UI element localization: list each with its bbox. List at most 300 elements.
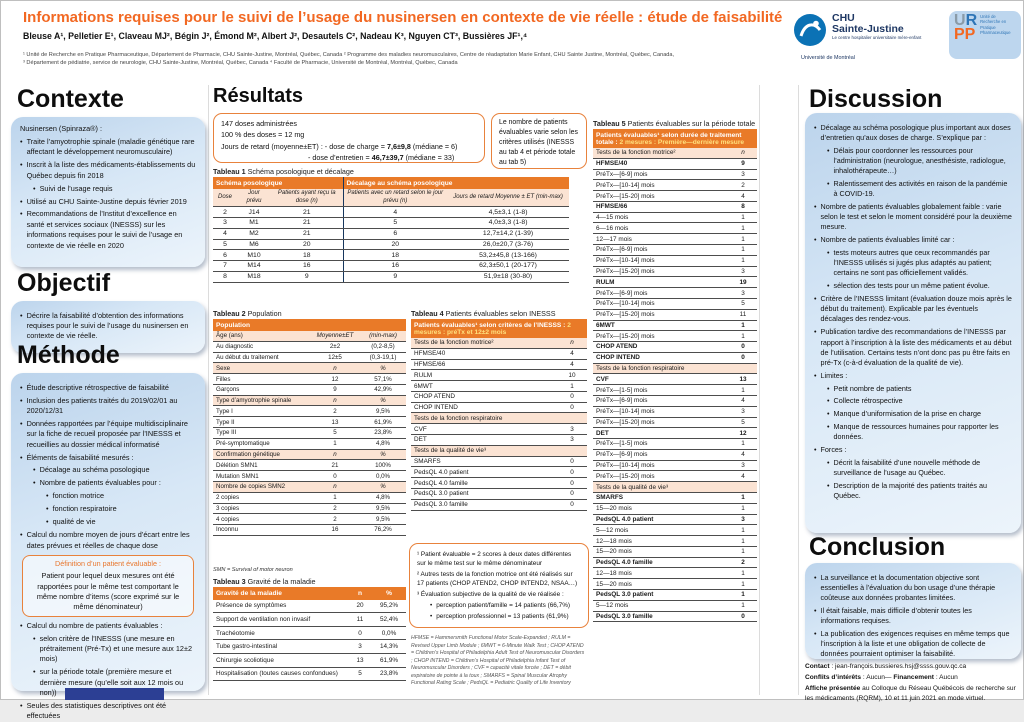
cell: 4 xyxy=(557,359,587,370)
list-item xyxy=(814,396,1012,406)
table-row xyxy=(213,217,569,228)
cell: 18 xyxy=(271,250,343,261)
text-line xyxy=(221,119,477,129)
cell: 0 xyxy=(557,499,587,510)
bullet-icon: • xyxy=(20,620,23,630)
text-seg: 100 % des doses = 12 mg xyxy=(221,130,305,140)
table2-title xyxy=(213,309,282,318)
table-row xyxy=(213,428,406,439)
bullet-icon: • xyxy=(814,201,817,211)
section-label: Sexe xyxy=(213,363,310,374)
text-seg: 147 doses administrées xyxy=(221,119,297,128)
cell: Type II xyxy=(213,417,310,428)
list-item xyxy=(814,202,1012,233)
bullet-icon: • xyxy=(827,281,830,291)
bullet-icon: • xyxy=(814,235,817,245)
list-item xyxy=(417,612,581,621)
cell: 76,2% xyxy=(360,525,406,536)
bullet-icon: • xyxy=(20,310,23,320)
table-row xyxy=(411,435,587,446)
table-row xyxy=(593,245,757,256)
text-seg: : Aucun xyxy=(934,673,958,681)
objectif-list xyxy=(20,311,196,342)
section-header-row xyxy=(213,395,406,406)
list-item-text: Critère de l’INESSS limitant (évaluation douze mois après le début du traitement). Explicable par les éventuels décalages des rendez-vous. xyxy=(820,294,1012,324)
table-row xyxy=(213,626,406,640)
column-header: n xyxy=(729,148,757,158)
cell: 4 xyxy=(343,207,447,218)
table-row xyxy=(593,169,757,180)
cell: 100% xyxy=(360,460,406,471)
cell: 61,9% xyxy=(360,417,406,428)
bullet-icon: • xyxy=(33,465,36,475)
cell: 12—18 mois xyxy=(593,536,729,547)
column-header xyxy=(557,413,587,424)
table-row xyxy=(213,471,406,482)
bullet-icon: • xyxy=(33,183,36,193)
cell: 1 xyxy=(729,536,757,547)
cell: 16 xyxy=(271,261,343,272)
list-item-text: tests moteurs autres que ceux recommandés par l’INESSS utilisés si jugés plus adaptés au patient; certains ne sont pas officiellement validés. xyxy=(833,247,992,278)
cell: 2 xyxy=(310,514,360,525)
column-header: % xyxy=(360,395,406,406)
cell: 1 xyxy=(729,439,757,450)
cell: Tube gastro-intestinal xyxy=(213,640,348,654)
list-item-text: Petit nombre de patients xyxy=(833,383,912,393)
table-label: Tableau 5 xyxy=(593,119,626,128)
cell: 3 xyxy=(557,424,587,435)
results-note-box: Le nombre de patients évaluables varie selon les critères utilisés (INESSS au tab 4 et période totale au tab 5) xyxy=(491,113,587,169)
cell: 5 xyxy=(310,428,360,439)
table-row xyxy=(593,417,757,428)
cell: 5 xyxy=(348,667,372,681)
cell: Délétion SMN1 xyxy=(213,460,310,471)
table-row xyxy=(593,180,757,191)
table-row xyxy=(213,514,406,525)
bullet-icon: • xyxy=(814,122,817,132)
table-row xyxy=(213,207,569,218)
bullet-icon: • xyxy=(814,628,817,638)
cell: 2±2 xyxy=(310,341,360,352)
methode-box xyxy=(11,373,205,721)
table4-footnote-box xyxy=(409,543,589,628)
section-label: Confirmation génétique xyxy=(213,449,310,460)
cell: 0 xyxy=(310,471,360,482)
table-row xyxy=(593,288,757,299)
table-row xyxy=(411,424,587,435)
table-row xyxy=(213,667,406,681)
table-row xyxy=(213,438,406,449)
cell: 95,2% xyxy=(372,600,406,613)
cell: 4 copies xyxy=(213,514,310,525)
text-line xyxy=(221,142,477,152)
column-header: % xyxy=(360,363,406,374)
table-row xyxy=(593,611,757,622)
cell: 2 xyxy=(729,180,757,191)
table-row xyxy=(593,331,757,342)
definition-title: Définition d’un patient évaluable : xyxy=(55,558,161,568)
section-header-row xyxy=(213,363,406,374)
table5-evaluables-periode-totale xyxy=(593,129,757,622)
text-seg: Financement xyxy=(893,673,934,681)
table-label: Tableau 3 xyxy=(213,577,246,586)
table-row xyxy=(593,298,757,309)
cell: 5 xyxy=(213,239,237,250)
table-row xyxy=(411,381,587,392)
list-item-text: perception patient/famille = 14 patients (66,7%) xyxy=(436,601,571,609)
cell: 1 xyxy=(729,590,757,601)
list-item xyxy=(814,371,1012,381)
table-row xyxy=(213,525,406,536)
section-label: Tests de la fonction motrice² xyxy=(411,338,557,348)
urpp-letters xyxy=(954,14,977,56)
bullet-icon: • xyxy=(20,700,23,710)
urpp-letters-pp: PP xyxy=(954,26,976,44)
table-row xyxy=(593,568,757,579)
cell: 4 xyxy=(729,471,757,482)
table-label: Tableau 1 xyxy=(213,167,246,176)
bullet-icon: • xyxy=(814,370,817,380)
list-item-text: Décrit la faisabilité d’une nouvelle méthode de surveillance de l’usage au Québec. xyxy=(833,457,981,478)
table-caption: Population xyxy=(245,309,282,318)
cell: 0 xyxy=(557,488,587,499)
list-item-text: La publication des exigences requises en même temps que l’inscription à la liste et une obligation de collecte de données pourraient optimiser la faisabilité. xyxy=(820,628,1010,659)
list-item xyxy=(20,184,196,194)
table-row xyxy=(593,309,757,320)
bullet-icon: • xyxy=(33,633,36,643)
chu-tagline: Le centre hospitalier universitaire mère-enfant xyxy=(832,35,922,41)
cell: (0,2-8,5) xyxy=(360,341,406,352)
header-highlight: 2 mesures : préTx et 12±2 mois xyxy=(414,321,571,336)
table3-gravite xyxy=(213,587,406,681)
list-item-text: Ralentissement des activités en raison de la pandémie à COVID-19. xyxy=(833,178,1008,199)
list-item-text: Traite l’amyotrophie spinale (maladie génétique rare affectant le développement neuromusculaire) xyxy=(26,136,195,157)
cell: 1 xyxy=(729,234,757,245)
cell: 13 xyxy=(348,653,372,667)
bullet-icon: • xyxy=(430,612,433,620)
table-row xyxy=(593,514,757,525)
discussion-list xyxy=(814,123,1012,502)
cell: DET xyxy=(593,428,729,439)
cell: PréTx—[15-20] mois xyxy=(593,309,729,320)
cell: Au début du traitement xyxy=(213,352,310,363)
cell: 6—16 mois xyxy=(593,223,729,234)
list-item xyxy=(20,634,196,665)
cell: 0 xyxy=(729,611,757,622)
section-header-row xyxy=(593,148,757,158)
section-heading-resultats: Résultats xyxy=(213,85,304,107)
cell: 42,9% xyxy=(360,384,406,395)
cell: RULM xyxy=(593,277,729,288)
cell: 1 xyxy=(729,223,757,234)
cell: 15—20 mois xyxy=(593,503,729,514)
list-item-text: Recommandations de l’Institut d’excellence en santé et services sociaux (INESSS) sur les informations requises pour le suivi de l’usage en contexte de vie réelle en 2020 xyxy=(26,209,183,250)
text-seg: au Colloque du Réseau Québécois de recherche sur les médicaments (RQRM), 10 et 11 juin 2021 en mode virtuel. xyxy=(805,684,1016,702)
cell: 21 xyxy=(271,228,343,239)
text-seg: Jours de retard (moyenne±ET) : - dose de charge = xyxy=(221,141,387,151)
bullet-icon: • xyxy=(46,517,49,527)
cell: 57,1% xyxy=(360,374,406,385)
list-item-text: ² Autres tests de la fonction motrice ont été réalisés sur 17 patients (CHOP ATEND2, CHOP INTEND2, NSAA…) xyxy=(417,570,578,588)
table-row xyxy=(213,653,406,667)
section-label: Tests de la fonction respiratoire xyxy=(411,413,557,424)
cell: 1 xyxy=(729,255,757,266)
cell: DET xyxy=(411,435,557,446)
cell: 61,9% xyxy=(372,653,406,667)
list-item xyxy=(814,445,1012,455)
cell: 1 xyxy=(729,525,757,536)
list-item xyxy=(20,209,196,250)
list-item-text: Délais pour coordonner les ressources pour l’administration (neurologue, anesthésiste, radiologue, inhalothérapeute…) xyxy=(833,145,1006,176)
cell: PréTx—[15-20] mois xyxy=(593,191,729,202)
table-row xyxy=(411,488,587,499)
cell: 1 xyxy=(310,492,360,503)
table-row xyxy=(593,385,757,396)
cell: 9 xyxy=(271,271,343,282)
list-item xyxy=(814,294,1012,325)
column-divider xyxy=(759,85,760,695)
table-header-row xyxy=(213,319,406,331)
urpp-logo xyxy=(949,11,1021,59)
list-item xyxy=(20,478,196,488)
list-item xyxy=(814,458,1012,478)
list-item-text: Limites : xyxy=(820,370,848,380)
cell: PréTx—[10-14] mois xyxy=(593,460,729,471)
cell: Au diagnostic xyxy=(213,341,310,352)
cell: 6 xyxy=(213,250,237,261)
list-item-text: Manque de ressources humaines pour rapporter les données. xyxy=(833,422,999,442)
cell: 15—20 mois xyxy=(593,546,729,557)
list-item xyxy=(20,419,196,450)
text-seg: - dose d’entretien = xyxy=(308,153,372,163)
cell: Inconnu xyxy=(213,525,310,536)
bullet-icon: • xyxy=(20,418,23,428)
list-item xyxy=(20,160,196,181)
cell: 0,0% xyxy=(360,471,406,482)
table-row xyxy=(411,467,587,478)
list-item xyxy=(20,137,196,158)
definition-body: Patient pour lequel deux mesures ont été rapportées pour le même test comportant le même nombre d’items (score exprimé sur le même dénominateur) xyxy=(36,571,180,612)
cell: 12 xyxy=(729,428,757,439)
cell: 16 xyxy=(310,525,360,536)
cell: Présence de symptômes xyxy=(213,600,348,613)
cell: HFMSE/40 xyxy=(411,348,557,359)
section-heading-conclusion: Conclusion xyxy=(809,533,946,561)
text-seg: Contact xyxy=(805,663,830,670)
affiliation-line: ¹ Unité de Recherche en Pratique Pharmaceutique, Département de Pharmacie, CHU Sainte-Justine, Montréal, Québec, Canada ² Programme des maladies neuromusculaires, Centre de réadaptation Marie Enfant, CHU Sainte Justine, Montréal, Québec, Canada, xyxy=(23,52,675,58)
table-row xyxy=(593,428,757,439)
bullet-icon: • xyxy=(814,327,817,337)
list-item-text: Décalage au schéma posologique xyxy=(39,465,150,475)
cell: HFMSE/40 xyxy=(593,158,729,169)
cell: PréTx—[6-9] mois xyxy=(593,395,729,406)
cell: 9,5% xyxy=(360,503,406,514)
table-row xyxy=(593,546,757,557)
table3-title xyxy=(213,577,316,586)
chu-logo xyxy=(793,13,924,52)
header-cell: Population xyxy=(213,319,406,331)
list-item xyxy=(20,530,196,551)
cell: 1 xyxy=(729,568,757,579)
text-line xyxy=(221,130,477,140)
cell: 12,7±14,2 (1-39) xyxy=(447,228,569,239)
cell: CVF xyxy=(593,374,729,385)
column-header: % xyxy=(372,587,406,600)
list-item-text: fonction respiratoire xyxy=(52,504,117,514)
table-row xyxy=(411,391,587,402)
cell: HFMSE/66 xyxy=(411,359,557,370)
cell: 0 xyxy=(557,456,587,467)
list-item xyxy=(20,311,196,342)
cell: HFMSE/66 xyxy=(593,201,729,212)
cell: 4 xyxy=(213,228,237,239)
cell: 20 xyxy=(271,239,343,250)
list-item xyxy=(20,383,196,393)
list-item-text: Publication tardive des recommandations de l’INESSS par rapport à l’inscription à la liste des médicaments et au début de l’utilisation. Certains tests n’ont donc pas pu être faits en pré-Tx (c-à-d évaluation de la qualité de vie). xyxy=(820,327,1012,367)
list-item xyxy=(814,384,1012,394)
cell: 3 xyxy=(729,266,757,277)
cell: CHOP ATEND xyxy=(593,342,729,353)
cell: 3 xyxy=(729,514,757,525)
cell: PréTx—[15-20] mois xyxy=(593,266,729,277)
column-header: Gravité de la maladie xyxy=(213,587,348,600)
list-item-text: Nombre de patients évaluables limité car : xyxy=(820,235,955,245)
cell: 6 xyxy=(343,228,447,239)
table-caption: Patients évaluables sur la période totale xyxy=(625,119,756,128)
header-cell xyxy=(411,319,587,338)
text-line xyxy=(805,684,1021,704)
cell: PedsQL 3.0 patient xyxy=(411,488,557,499)
table-row xyxy=(213,503,406,514)
cell: 12—17 mois xyxy=(593,234,729,245)
abbreviations: HFMSE = Hammersmith Functional Motor Scale-Expanded ; RULM = Revised Upper Limb Module ; 6MWT = 6-Minute Walk Test ; CHOP ATEND = Children’s Hospital of Philadelphia Adult Test of Neuromuscular Disorders ; CHOP INTEND = Children’s Hospital of Philadelphia Infant Test of Neuromuscular Disorders ; CVF = capacité vitale forcée ; DET = débit expiratoire de pointe à la toux ; SMARFS = Spinal Muscular Atrophy Functional Rating Scale ; PedsQL = Pediatric Quality of Life Inventory xyxy=(411,635,585,687)
section-label: Tests de la fonction motrice² xyxy=(593,148,729,158)
cell: 23,8% xyxy=(360,428,406,439)
cell: 7 xyxy=(213,261,237,272)
results-summary-box xyxy=(213,113,485,163)
cell: 1 xyxy=(729,579,757,590)
table-row xyxy=(593,460,757,471)
list-item xyxy=(814,179,1012,199)
table-row xyxy=(213,228,569,239)
column-header: % xyxy=(360,481,406,492)
cell: J14 xyxy=(237,207,271,218)
table-row xyxy=(593,493,757,504)
list-item-text: Il était faisable, mais difficile d’obtenir toutes les informations requises. xyxy=(820,605,972,626)
cell: M10 xyxy=(237,250,271,261)
cell: 13 xyxy=(310,417,360,428)
bullet-icon: • xyxy=(814,294,817,304)
section-header-row xyxy=(593,482,757,493)
bullet-icon: • xyxy=(20,136,23,146)
cell: 1 xyxy=(557,381,587,392)
column-header xyxy=(557,445,587,456)
group-header: Décalage au schéma posologique xyxy=(343,177,569,189)
cell: Hospitalisation (toutes causes confondues) xyxy=(213,667,348,681)
cell: M2 xyxy=(237,228,271,239)
section-label: Tests de la qualité de vie³ xyxy=(411,445,557,456)
cell: PréTx—[10-14] mois xyxy=(593,406,729,417)
cell: 12—18 mois xyxy=(593,568,729,579)
table-row xyxy=(593,277,757,288)
list-item-text: Utilisé au CHU Sainte-Justine depuis février 2019 xyxy=(26,196,187,206)
conclusion-box xyxy=(805,563,1021,659)
table-header-row xyxy=(593,129,757,148)
table-row xyxy=(593,342,757,353)
cell: PréTx—[6-9] mois xyxy=(593,449,729,460)
cell: 9,5% xyxy=(360,406,406,417)
bullet-icon: • xyxy=(20,209,23,219)
table-caption: Gravité de la maladie xyxy=(245,577,316,586)
column-header: % xyxy=(360,449,406,460)
bullet-icon: • xyxy=(33,667,36,677)
section-label: Âge (ans) xyxy=(213,331,310,341)
cell: 10 xyxy=(557,370,587,381)
table-row xyxy=(593,600,757,611)
cell: PréTx—[15-20] mois xyxy=(593,331,729,342)
list-item-text: Décalage au schéma posologique plus important aux doses d’entretien qu’aux doses de charge. S’explique par : xyxy=(820,122,1011,142)
cell: (0,3-19,1) xyxy=(360,352,406,363)
bullet-icon: • xyxy=(827,178,830,188)
column-header: n xyxy=(557,338,587,348)
page-title: Informations requises pour le suivi de l’usage du nusinersen en contexte de vie réelle : étude de faisabilité xyxy=(23,9,783,26)
cell: 21 xyxy=(271,217,343,228)
cell: Chirurgie scoliotique xyxy=(213,653,348,667)
authors-line: Bleuse A¹, Pelletier E¹, Claveau MJ², Bégin J², Émond M², Albert J², Desautels C², Nadeau K³, Nguyen CT³, Bussières JF¹,⁴ xyxy=(23,31,528,41)
cell: 1 xyxy=(729,546,757,557)
table1-title xyxy=(213,167,354,176)
column-header: Moyenne±ET xyxy=(310,331,360,341)
table-row xyxy=(213,261,569,272)
cell: 4 xyxy=(557,348,587,359)
cell: 14,3% xyxy=(372,640,406,654)
list-item-text: qualité de vie xyxy=(52,517,96,527)
cell: 4—15 mois xyxy=(593,212,729,223)
column-header: Patients ayant reçu la dose (n) xyxy=(271,189,343,207)
cell: Mutation SMN1 xyxy=(213,471,310,482)
methode-list xyxy=(20,383,196,551)
cell: 20 xyxy=(348,600,372,613)
cell: 0 xyxy=(557,478,587,489)
list-item xyxy=(814,481,1012,501)
cell: 13 xyxy=(729,374,757,385)
section-label: Nombre de copies SMN2 xyxy=(213,481,310,492)
table1-schema-posologique xyxy=(213,177,569,283)
column-header xyxy=(729,482,757,493)
table-row xyxy=(593,352,757,363)
text-seg: (médiane = 33) xyxy=(403,153,455,163)
bullet-icon: • xyxy=(827,145,830,155)
bullet-icon: • xyxy=(20,196,23,206)
cell: PedsQL 3.0 famille xyxy=(411,499,557,510)
header-cell xyxy=(593,129,757,148)
table-row xyxy=(411,456,587,467)
list-item-text: fonction motrice xyxy=(52,491,105,501)
list-item xyxy=(814,146,1012,177)
cell: PréTx—[1-5] mois xyxy=(593,439,729,450)
cell: PréTx—[6-9] mois xyxy=(593,245,729,256)
table-row xyxy=(593,579,757,590)
cell: PedsQL 4.0 patient xyxy=(411,467,557,478)
table-row xyxy=(411,370,587,381)
bullet-icon: • xyxy=(827,409,830,419)
table-label: Tableau 2 xyxy=(213,309,246,318)
cell: 1 xyxy=(729,212,757,223)
text-line xyxy=(221,153,477,163)
list-item xyxy=(20,504,196,514)
cell: 5 xyxy=(343,217,447,228)
bullet-icon: • xyxy=(827,457,830,467)
